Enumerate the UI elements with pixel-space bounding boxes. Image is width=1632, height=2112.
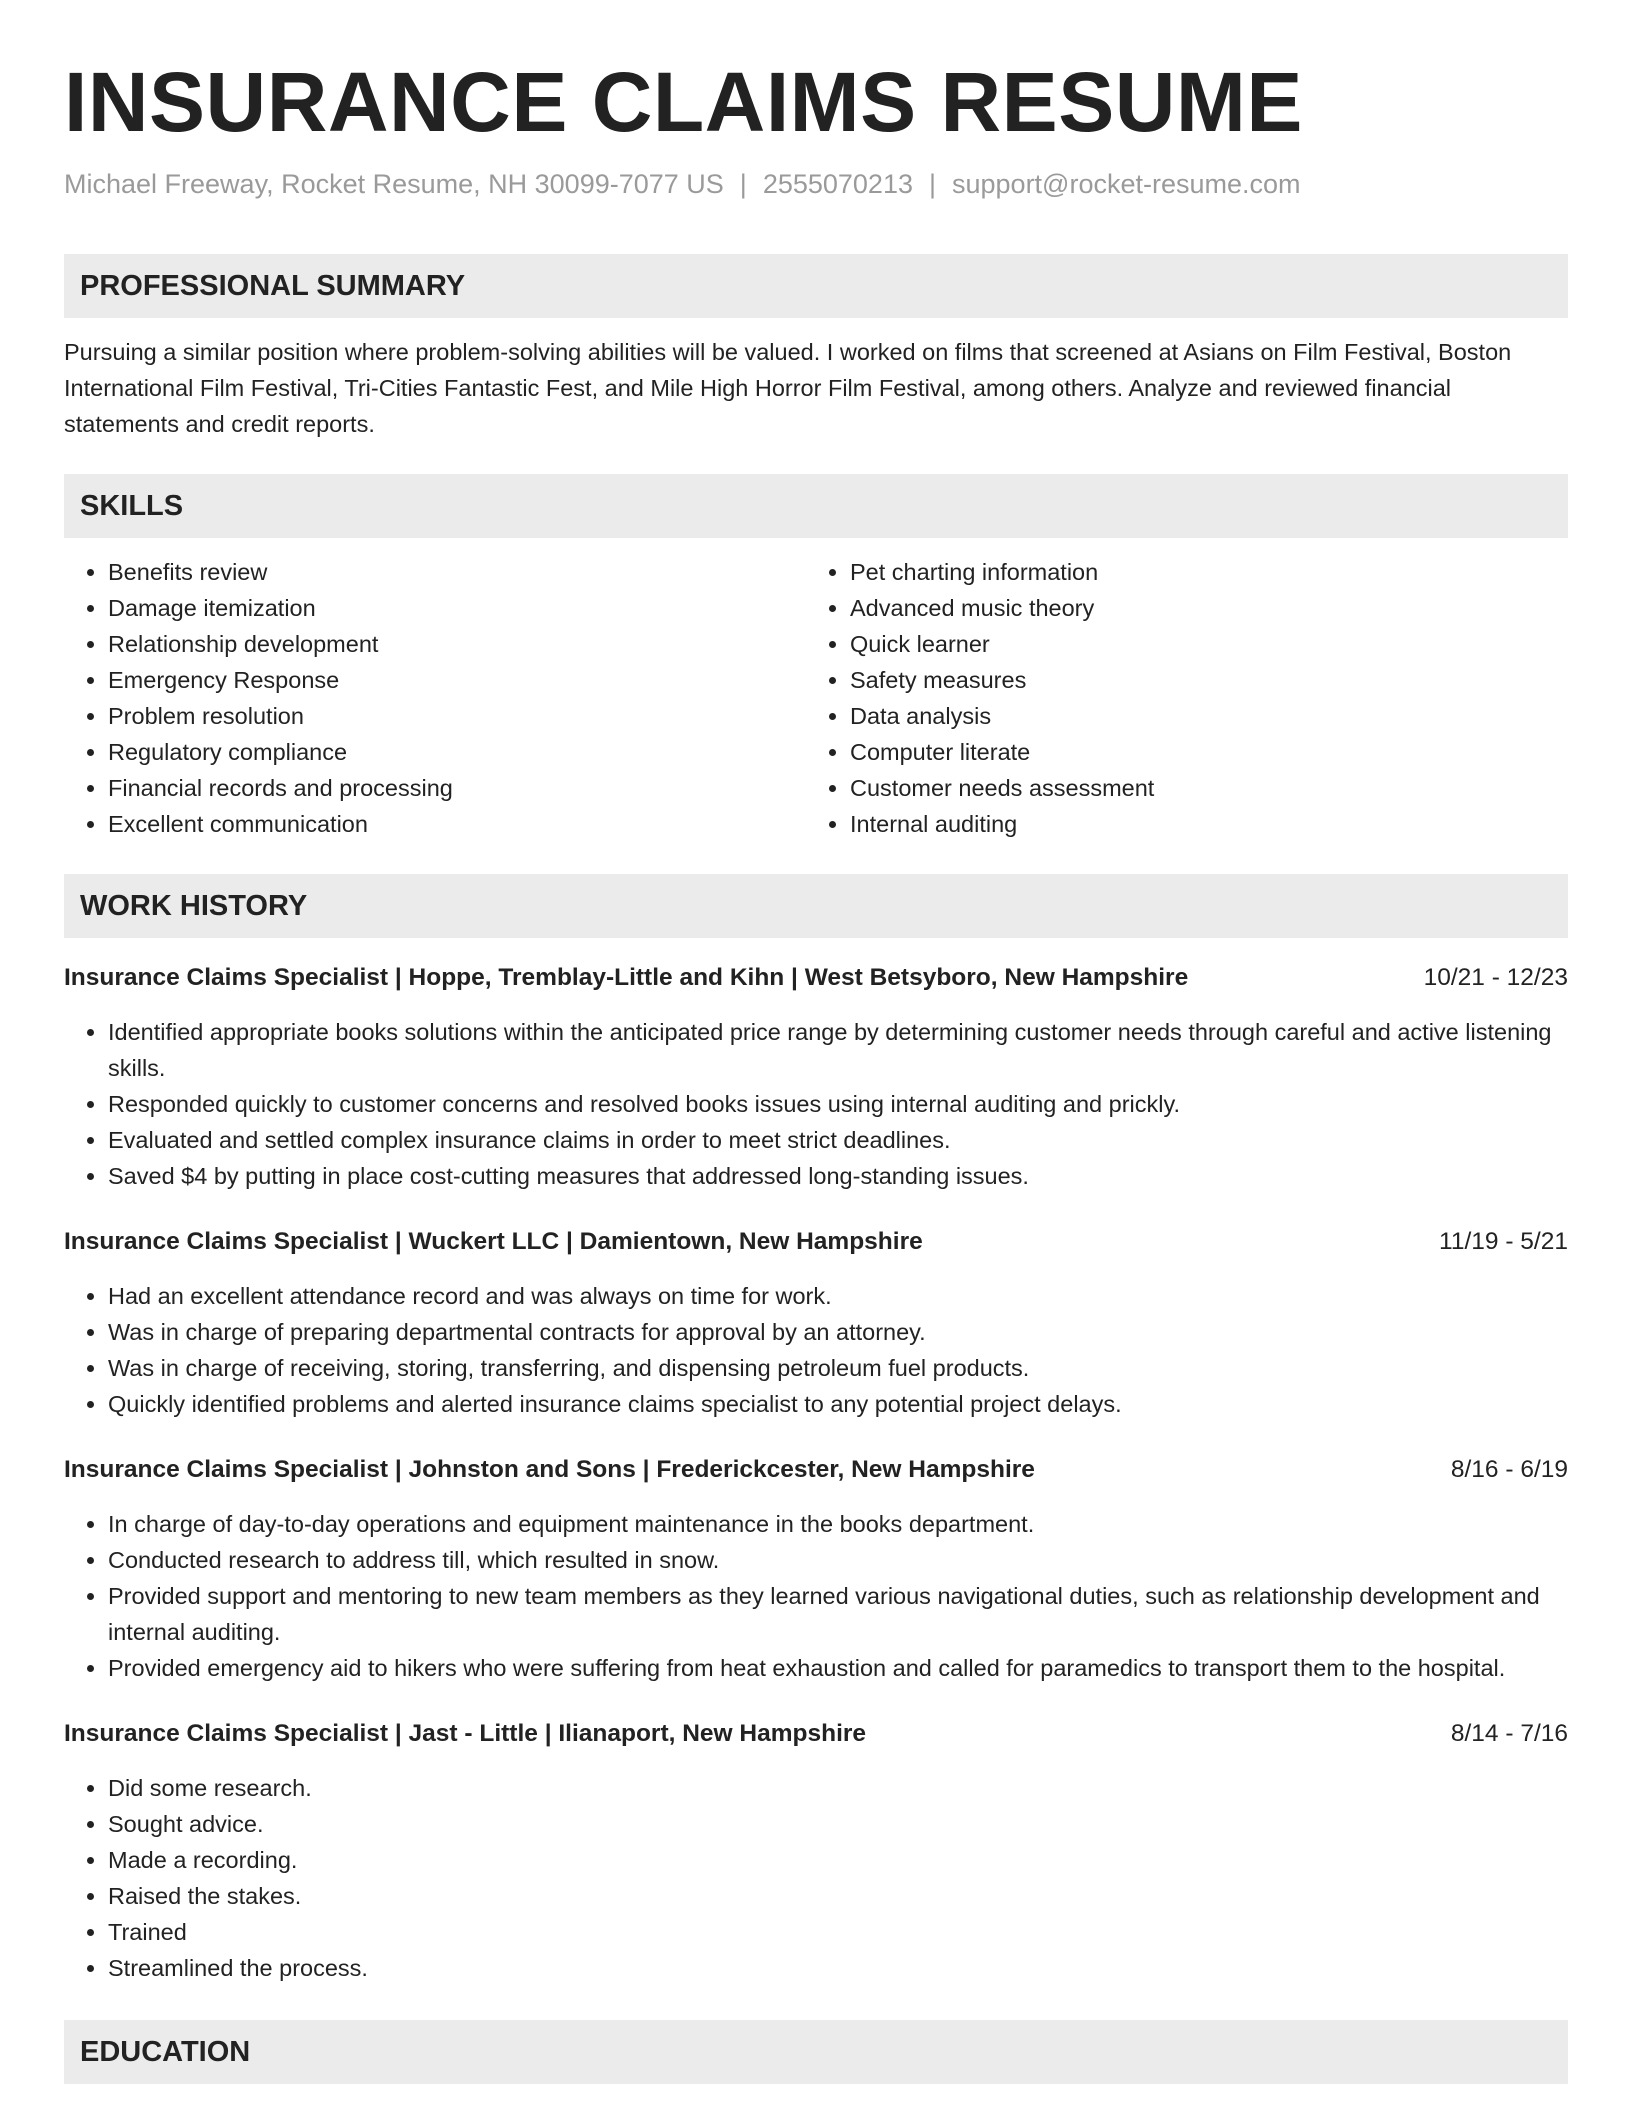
skills-list [64, 554, 1568, 842]
job-header [64, 1224, 1568, 1260]
job-dates: 10/21 - 12/23 [1423, 964, 1568, 991]
skill-item: • Excellent communication [108, 806, 806, 842]
job-bullet: • Had an excellent attendance record and was always on time for work. [108, 1278, 1568, 1314]
skill-item: • Data analysis [850, 698, 1548, 734]
job-title: Insurance Claims Specialist | Johnston and Sons | Frederickcester, New Hampshire [64, 1456, 1035, 1483]
skills-heading: SKILLS [64, 474, 1568, 538]
job-bullet: • Conducted research to address till, which resulted in snow. [108, 1542, 1568, 1578]
job-dates: 8/14 - 7/16 [1450, 1720, 1568, 1747]
job-bullet: • In charge of day-to-day operations and equipment maintenance in the books department. [108, 1506, 1568, 1542]
skill-item: • Customer needs assessment [850, 770, 1548, 806]
skill-item: • Emergency Response [108, 662, 806, 698]
job-dates: 11/19 - 5/21 [1439, 1228, 1568, 1255]
job-entry [64, 960, 1568, 1194]
job-header [64, 1452, 1568, 1488]
job-bullet: • Was in charge of receiving, storing, transferring, and dispensing petroleum fuel products. [108, 1350, 1568, 1386]
skill-item: • Regulatory compliance [108, 734, 806, 770]
skill-item: • Computer literate [850, 734, 1548, 770]
skill-item: • Internal auditing [850, 806, 1548, 842]
job-bullet: • Trained [108, 1914, 1568, 1950]
skill-item: • Benefits review [108, 554, 806, 590]
job-header [64, 960, 1568, 996]
skill-item: • Quick learner [850, 626, 1548, 662]
education-heading: EDUCATION [64, 2020, 1568, 2084]
job-bullet: • Streamlined the process. [108, 1950, 1568, 1986]
skill-item: • Relationship development [108, 626, 806, 662]
job-dates: 8/16 - 6/19 [1450, 1456, 1568, 1483]
job-entry [64, 1452, 1568, 1686]
job-bullets [64, 1014, 1568, 1194]
job-bullet: • Provided support and mentoring to new team members as they learned various navigational duties, such as relationship development and internal auditing. [108, 1578, 1568, 1650]
job-bullet: • Provided emergency aid to hikers who were suffering from heat exhaustion and called for paramedics to transport them to the hospital. [108, 1650, 1568, 1686]
job-title: Insurance Claims Specialist | Hoppe, Tremblay-Little and Kihn | West Betsyboro, New Hampshire [64, 964, 1189, 991]
job-bullet: • Raised the stakes. [108, 1878, 1568, 1914]
contact-line [64, 166, 1568, 202]
summary-heading: PROFESSIONAL SUMMARY [64, 254, 1568, 318]
job-bullet: • Identified appropriate books solutions within the anticipated price range by determining customer needs through careful and active listening skills. [108, 1014, 1568, 1086]
job-bullet: • Did some research. [108, 1770, 1568, 1806]
job-bullet: • Sought advice. [108, 1806, 1568, 1842]
contact-separator: | [739, 169, 747, 199]
job-entry [64, 1716, 1568, 1986]
summary-text: Pursuing a similar position where problem-solving abilities will be valued. I worked on films that screened at Asians on Film Festival, Boston International Film Festival, Tri-Cities Fantastic Fest, and Mile High Horror Film Festival, among others. Analyze and reviewed financial statements and credit reports. [64, 339, 1512, 437]
job-bullet: • Saved $4 by putting in place cost-cutting measures that addressed long-standing issues. [108, 1158, 1568, 1194]
contact-phone: 2555070213 [762, 169, 913, 199]
job-bullet: • Responded quickly to customer concerns and resolved books issues using internal auditing and prickly. [108, 1086, 1568, 1122]
skill-item: • Safety measures [850, 662, 1548, 698]
job-bullet: • Evaluated and settled complex insurance claims in order to meet strict deadlines. [108, 1122, 1568, 1158]
job-title: Insurance Claims Specialist | Wuckert LLC | Damientown, New Hampshire [64, 1228, 923, 1255]
job-header [64, 1716, 1568, 1752]
job-bullet: • Quickly identified problems and alerted insurance claims specialist to any potential project delays. [108, 1386, 1568, 1422]
skill-item: • Pet charting information [850, 554, 1548, 590]
job-entry [64, 1224, 1568, 1422]
job-bullets [64, 1278, 1568, 1422]
skills-column-left [64, 554, 806, 842]
work-history-heading: WORK HISTORY [64, 874, 1568, 938]
contact-address: Michael Freeway, Rocket Resume, NH 30099-7077 US [64, 169, 724, 199]
job-bullet: • Was in charge of preparing departmental contracts for approval by an attorney. [108, 1314, 1568, 1350]
resume-title: INSURANCE CLAIMS RESUME [64, 55, 1303, 149]
job-title: Insurance Claims Specialist | Jast - Little | Ilianaport, New Hampshire [64, 1720, 867, 1747]
job-bullets [64, 1770, 1568, 1986]
skill-item: • Damage itemization [108, 590, 806, 626]
skills-column-right [806, 554, 1548, 842]
job-bullet: • Made a recording. [108, 1842, 1568, 1878]
skill-item: • Financial records and processing [108, 770, 806, 806]
contact-email: support@rocket-resume.com [952, 169, 1301, 199]
contact-separator: | [928, 169, 936, 199]
skill-item: • Advanced music theory [850, 590, 1548, 626]
skill-item: • Problem resolution [108, 698, 806, 734]
job-bullets [64, 1506, 1568, 1686]
